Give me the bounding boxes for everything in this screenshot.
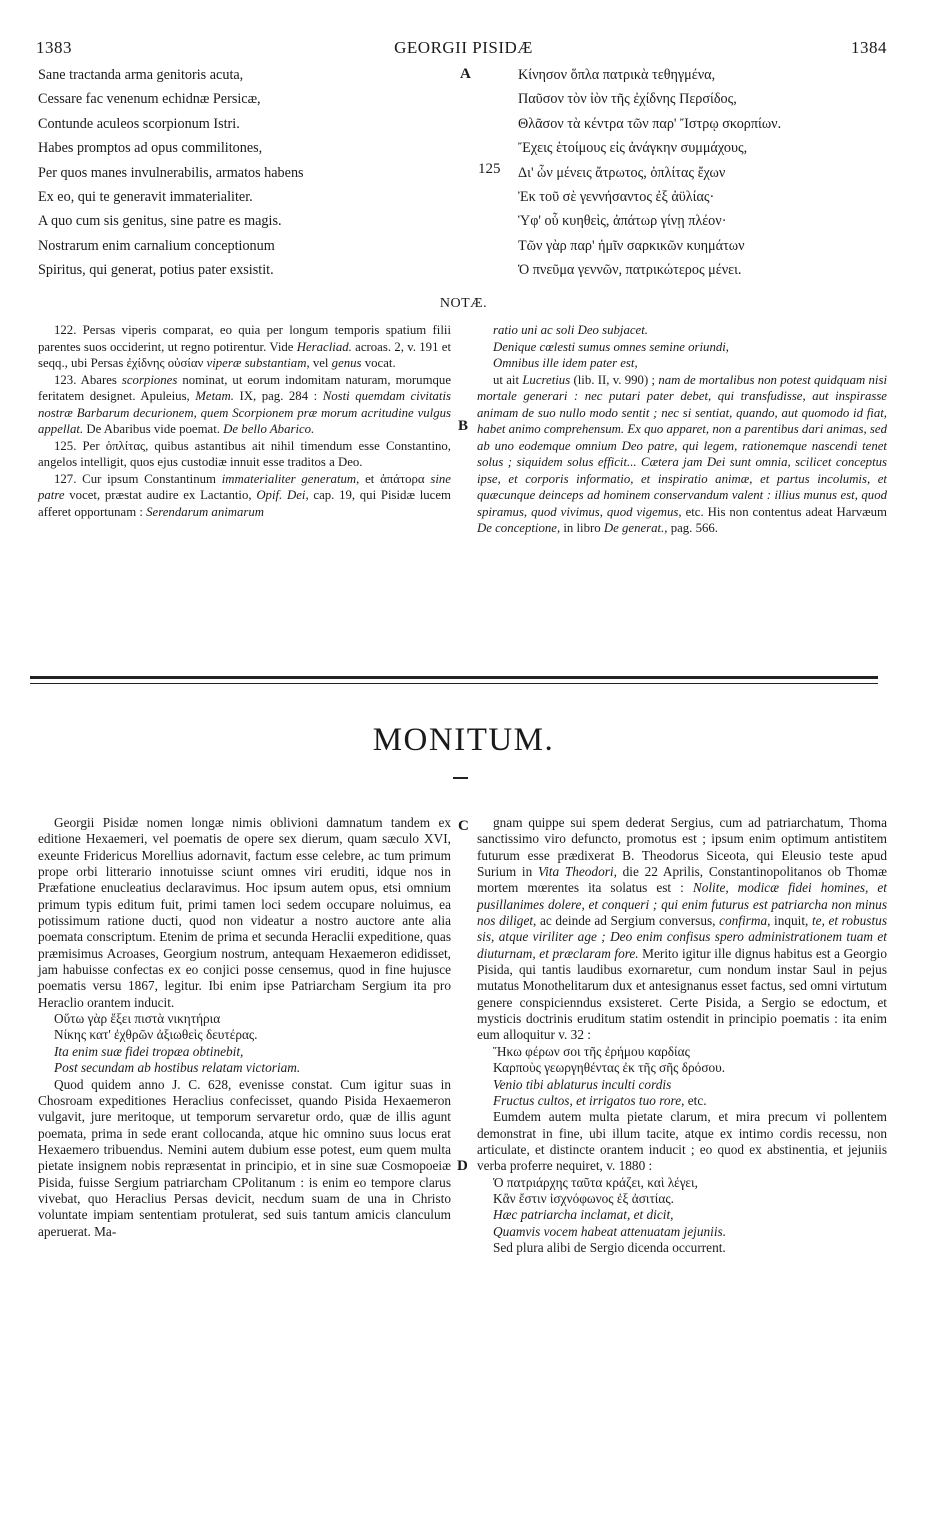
- italic-text: De bello Abarico.: [223, 422, 315, 436]
- italic-text: ratio uni ac soli Deo subjacet.: [493, 323, 648, 337]
- italic-text: Vita Theodori: [537, 864, 614, 880]
- margin-marker-c: C: [458, 818, 469, 834]
- italic-text: viperæ substantiam: [206, 356, 307, 370]
- text-run: Νίκης κατ' ἐχθρῶν ἀξιωθεὶς δευτέρας.: [54, 1027, 258, 1043]
- text-run: , inquit,: [767, 913, 812, 929]
- italic-text: sine patre: [38, 471, 451, 502]
- text-run: vocet, præstat audire ex Lactantio,: [64, 488, 257, 502]
- monitum-paragraph: [477, 1060, 887, 1076]
- text-run: , et ἀπάτορα: [356, 471, 431, 486]
- latin-verse-line: Cessare fac venenum echidnæ Persicæ,: [38, 91, 261, 108]
- margin-marker-a: A: [460, 66, 471, 82]
- verse-line-number: 125: [478, 161, 501, 177]
- monitum-paragraph: [477, 1077, 887, 1093]
- monitum-paragraph: [477, 1109, 887, 1174]
- monitum-paragraph: [38, 1044, 451, 1060]
- italic-text: Venio tibi ablaturus inculti cordis: [493, 1076, 672, 1092]
- greek-verse-line: Θλᾶσον τὰ κέντρα τῶν παρ' Ἴστρῳ σκορπίων.: [518, 115, 782, 132]
- latin-verse-line: Nostrarum enim carnalium conceptionum: [38, 237, 275, 254]
- text-run: 123. Abares: [54, 372, 122, 387]
- monitum-paragraph: [477, 1191, 887, 1207]
- text-run: , vel: [306, 356, 332, 370]
- italic-text: Opif. Dei: [256, 488, 306, 502]
- note-paragraph: [38, 471, 451, 521]
- italic-text: Serendarum animarum: [146, 504, 265, 519]
- text-run: gnam quippe sui spem dederat Sergius, cum ad patriarchatum, Thoma sanctissimo viro defuncto, promotus est ; ipsum enim optimum antistitem futurum esse prædixerat B. Theodorus Siceota, qui Eleusio teste apud Surium in: [477, 815, 887, 880]
- italic-text: Ita enim suæ fidei tropæa obtinebit,: [54, 1043, 244, 1059]
- text-run: 127. Cur ipsum Constantinum: [54, 471, 222, 486]
- monitum-paragraph: [477, 1175, 887, 1191]
- note-paragraph: [477, 339, 887, 356]
- title-dash: [453, 777, 468, 779]
- text-run: Ὁ πατριάρχης ταῦτα κράζει, καὶ λέγει,: [493, 1174, 698, 1190]
- text-run: Ἥκω φέρων σοι τῆς ἐρήμου καρδίας: [493, 1043, 690, 1059]
- italic-text: Omnibus ille idem pater est,: [493, 356, 638, 370]
- latin-verse-line: Sane tractanda arma genitoris acuta,: [38, 67, 244, 83]
- text-run: , ac deinde ad Sergium conversus,: [533, 913, 720, 929]
- text-run: Georgii Pisidæ nomen longæ nimis oblivioni damnatum tandem ex editione Hexaemeri, vel poematis de opere sex dierum, quam sæculo XVI, exeunte Fridericus Morellius adornavit, factum esse celebre, ac tum primum prope orbi litterario innotuisse sciunt omnes viri eruditi, idque nos in Præfatione enucleatius declaravimus. Hoc ipsum autem opus, etsi omnium primum typis editum fuit, primi tamen loci sedem occupare noluimus, ea potissimum ratione ducti, quod non videatur a nostro auctore ante alia poemata conscriptum. Etenim de prima et secunda Heraclii expeditione, quas præmisimus Acroases, Georgium nostrum, antequam Hexaemeron edidisset, jam habuisse confectas ex eo conjici posse censemus, quod in fine hujusce poematis versu 1867, legitur. Ibi enim ipse Patriarcham Sergium ita pro Heraclio orantem inducit.: [38, 815, 451, 1010]
- italic-text: Quamvis vocem habeat attenuatam jejuniis.: [493, 1223, 727, 1239]
- text-run: 125. Per ὁπλίτας, quibus astantibus ait nihil timendum esse Constantino, angelos intelligit, quos ejus custodiæ innuit esse traditos a Deo.: [38, 438, 451, 469]
- greek-verse-line: Ὁ πνεῦμα γεννῶν, πατρικώτερος μένει.: [518, 262, 742, 279]
- note-paragraph: [38, 322, 451, 372]
- italic-text: Hæc patriarcha inclamat, et dicit,: [493, 1207, 674, 1223]
- text-run: , die 22 Aprilis, Constantinopolitanos ob Thomæ mortem mœrentes ita solatus est :: [477, 864, 887, 896]
- italic-text: Nolite, modicæ fidei homines, et pusillanimes dolere, et conqueri ; qui enim futurus est patriarcha non minus nos diliget: [477, 880, 887, 929]
- latin-verses: [38, 63, 304, 283]
- italic-text: Nosti quemdam civitatis nostræ Barbarum decurionem, quem Scorpionem præ morum acritudine vulgus appellat.: [38, 389, 452, 436]
- latin-verse-line: Ex eo, qui te generavit immaterialiter.: [38, 189, 253, 206]
- page-number-left: 1383: [36, 38, 72, 57]
- text-run: , in libro: [556, 521, 604, 535]
- text-run: Quod quidem anno J. C. 628, evenisse constat. Cum igitur suas in Chosroam expeditiones Heraclius confecisset, quando Pisida Hexaemeron vulgavit, jure meritoque, ut temporum servaretur ordo, quæ de illis agunt poemata, prima in sede erant collocanda, atque hic omnino suus locus erat Hexaemero tribuendus. Nemini autem dubium esse potest, eum quem multa pietate insignem nobis repræsentat in principio, et in sine suæ Cosmopoeiæ Pisida, fuisse Sergium patriarcham CPolitanum : is enim eo tempore clarus vivebat, quo Heraclius Persas devicit, necdum suam de una in Christo voluntate impiam sententiam protulerat, sed suis tantum amicis clanculum aperuerat. Ma-: [38, 1076, 451, 1239]
- italic-text: te, et robustus sis, atque viriliter age ; Deo enim confisus spero administrationem tuam et diuturnam, et præclaram fore.: [477, 913, 887, 961]
- note-paragraph: [477, 322, 887, 339]
- margin-marker-d: D: [457, 1158, 468, 1174]
- italic-text: De conceptione: [477, 521, 557, 535]
- text-run: , pag. 566.: [664, 521, 718, 535]
- latin-verse-line: Per quos manes invulnerabilis, armatos habens: [38, 164, 304, 181]
- monitum-paragraph: [38, 1077, 451, 1240]
- monitum-paragraph: [477, 1044, 887, 1060]
- text-run: acroas. 2, v. 191 et seqq., ubi Persas ἐχίδνης οὐσίαν: [38, 339, 451, 370]
- monitum-left-column: [38, 815, 451, 1240]
- running-title: GEORGII PISIDÆ: [394, 38, 533, 57]
- greek-verse-line: Τῶν γὰρ παρ' ἡμῖν σαρκικῶν κυημάτων: [518, 237, 745, 254]
- text-run: Sed plura alibi de Sergio dicenda occurrent.: [493, 1239, 726, 1255]
- italic-text: nam de mortalibus non potest quidquam nisi mortale generari : nec putari pater debet, qui transfudisse, aut inspirasse animam de suo nullo modo sentit ; nec si sentiat, quando, aut quomodo id fiat, habet animo comprehensum. Ex quo apparet, non a parentibus dari animas, sed ab uno eodemque omnium Deo patre, qui legem, rationemque nascendi tenet solus ; siquidem solus efficit... Cætera jam Dei sunt omnia, scilicet conceptus ipse, et corporis informatio, et inspiratio animæ, et partus incolumis, et quæcunque deinceps ad hominem conservandum valent : illius munus est, quod spiramus, quod vivimus, quod vigemus: [477, 372, 888, 519]
- monitum-paragraph: [477, 1224, 887, 1240]
- monitum-paragraph: [477, 1240, 887, 1256]
- italic-text: De generat.: [603, 521, 665, 535]
- monitum-right-column: [477, 815, 887, 1256]
- italic-text: Fructus cultos, et irrigatos tuo rore: [493, 1092, 682, 1108]
- greek-verses: [518, 63, 781, 283]
- italic-text: confirma: [719, 913, 768, 929]
- greek-verse-line: Κίνησον ὅπλα πατρικὰ τεθηγμένα,: [518, 67, 716, 83]
- section-rule-thick: [30, 676, 878, 679]
- text-run: Οὕτω γὰρ ἕξει πιστὰ νικητήρια: [54, 1011, 221, 1027]
- notes-left-column: [38, 322, 451, 520]
- note-paragraph: [477, 372, 887, 537]
- monitum-paragraph: [477, 815, 887, 1044]
- text-run: Κἂν ἔστιν ἰσχνόφωνος ἐξ ἀσιτίας.: [493, 1190, 674, 1206]
- text-run: vocat.: [361, 356, 396, 370]
- note-paragraph: [477, 355, 887, 372]
- text-run: 122. Persas viperis comparat, eo quia per longum temporis spatium filii parentes suos occiderint, ut regno potirentur. Vide: [38, 323, 451, 354]
- monitum-heading: MONITUM.: [372, 722, 555, 758]
- notes-right-column: [477, 322, 887, 537]
- monitum-paragraph: [38, 815, 451, 1011]
- note-paragraph: [38, 372, 451, 438]
- italic-text: scorpiones: [121, 372, 178, 387]
- notes-heading: NOTÆ.: [439, 296, 488, 311]
- text-run: ut ait: [493, 372, 523, 387]
- text-run: nominat, ut eorum indomitam naturam, morumque feritatem designet. Apuleius,: [38, 372, 452, 403]
- italic-text: Denique cœlesti sumus omnes semine oriundi,: [493, 339, 730, 354]
- latin-verse-line: Spiritus, qui generat, potius pater exsistit.: [38, 262, 274, 279]
- text-run: (lib. II, v. 990) ;: [570, 372, 659, 387]
- monitum-paragraph: [477, 1207, 887, 1223]
- latin-verse-line: Habes promptos ad opus commilitones,: [38, 140, 263, 157]
- latin-verse-line: Contunde aculeos scorpionum Istri.: [38, 115, 240, 132]
- monitum-paragraph: [38, 1027, 451, 1043]
- section-rule-thin: [30, 683, 878, 684]
- greek-verse-line: Παῦσον τὸν ἰὸν τῆς ἐχίδνης Περσίδος,: [518, 91, 737, 108]
- page-number-right: 1384: [851, 38, 887, 57]
- text-run: Merito igitur ille dignus habitus est a Georgio Pisida, qui tantis laudibus exornaretur, cum nondum instar Saul in pejus mutatus Monothelitarum dux et antesignanus esset factus, sed omni virtutum genere conspicienndus exsisteret. Certe Pisida, a Sergio se edoctum, et mysticis doctrinis eruditum statim ostendit in principio poematis : ita enim eum alloquitur v. 32 :: [477, 945, 887, 1043]
- text-run: , cap. 19, qui Pisidæ lucem afferet opportunam :: [38, 488, 451, 519]
- text-run: Eumdem autem multa pietate clarum, et mira precum vi pollentem demonstrat in fine, ubi illum tacite, atque ex intimo cordis recessu, non articulate, et distincte orantem inducit ; eo quod ex abstinentia, et jejuniis verba proferre nequiret, v. 1880 :: [477, 1109, 887, 1174]
- italic-text: immaterialiter generatum: [221, 471, 357, 486]
- greek-verse-line: Ἔχεις ἑτοίμους εἰς ἀνάγκην συμμάχους,: [518, 140, 748, 157]
- italic-text: Metam.: [195, 389, 234, 403]
- italic-text: Post secundam ab hostibus relatam victoriam.: [54, 1060, 301, 1076]
- monitum-paragraph: [477, 1093, 887, 1109]
- text-run: De Abaribus vide poemat.: [83, 422, 224, 436]
- text-run: , etc. His non contentus adeat Harvæum: [678, 504, 887, 519]
- italic-text: Heracliad.: [296, 339, 352, 354]
- note-paragraph: [38, 438, 451, 471]
- monitum-paragraph: [38, 1060, 451, 1076]
- monitum-paragraph: [38, 1011, 451, 1027]
- text-run: Καρποὺς γεωργηθέντας ἐκ τῆς σῆς δρόσου.: [493, 1060, 726, 1076]
- latin-verse-line: A quo cum sis genitus, sine patre es magis.: [38, 213, 282, 230]
- greek-verse-line: Ὑφ' οὗ κυηθεὶς, ἀπάτωρ γίνῃ πλέον·: [518, 213, 727, 230]
- greek-verse-line: Δι' ὧν μένεις ἄτρωτος, ὁπλίτας ἔχων: [518, 164, 726, 181]
- greek-verse-line: Ἐκ τοῦ σὲ γεννήσαντος ἐξ ἀϋλίας·: [518, 189, 715, 206]
- italic-text: genus: [331, 356, 362, 370]
- text-run: , etc.: [681, 1092, 707, 1108]
- margin-marker-b: B: [458, 418, 469, 434]
- text-run: IX, pag. 284 :: [234, 389, 323, 403]
- italic-text: Lucretius: [522, 372, 571, 387]
